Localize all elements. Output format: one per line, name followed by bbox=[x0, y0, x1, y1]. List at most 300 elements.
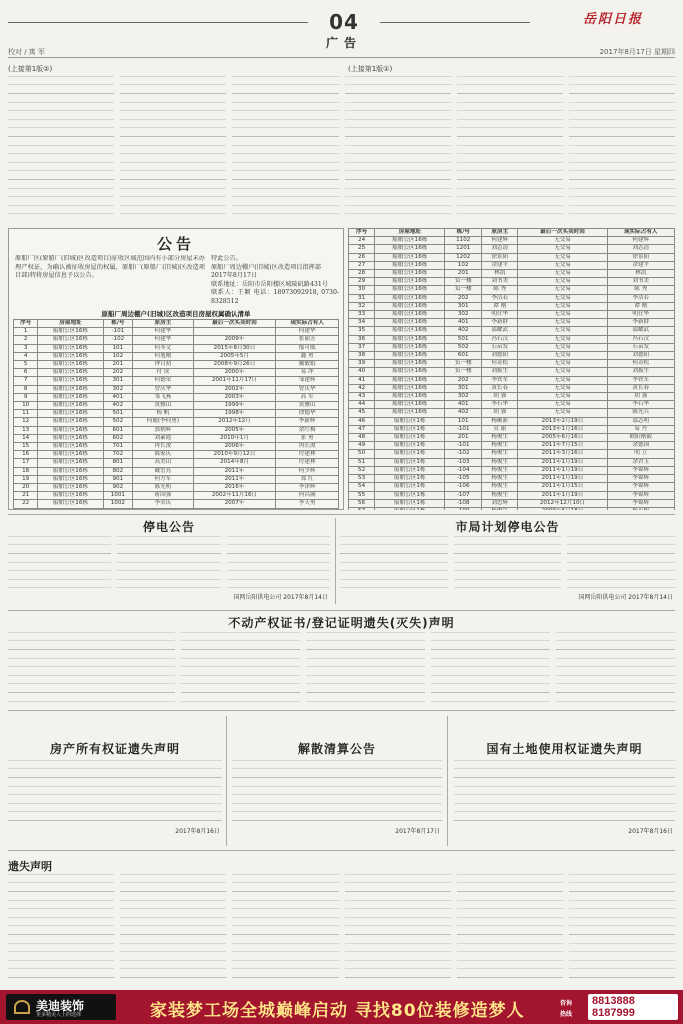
table-cell: 52 bbox=[349, 466, 375, 474]
table-cell: 7 bbox=[14, 377, 38, 385]
lost-list-column bbox=[120, 874, 226, 982]
table-header-cell: 房屋地址 bbox=[375, 229, 445, 237]
section-title: 广告 bbox=[325, 36, 362, 50]
table-cell: 1001 bbox=[103, 492, 133, 500]
table-cell: 吴 丽 bbox=[481, 425, 518, 433]
table-cell: 高美山 bbox=[133, 459, 194, 467]
table-cell: 何少辉 bbox=[276, 467, 339, 475]
table-cell: 付 成 bbox=[133, 369, 194, 377]
table-cell: 14 bbox=[14, 434, 38, 442]
divider bbox=[8, 610, 675, 611]
table-cell: 余德国 bbox=[607, 442, 675, 450]
table-cell: 37 bbox=[349, 343, 375, 351]
divider bbox=[8, 710, 675, 711]
table-cell bbox=[375, 507, 445, 510]
table-cell: 44 bbox=[349, 401, 375, 409]
table-cell: 402 bbox=[445, 327, 482, 335]
table-cell: 船舶公区16栋 bbox=[375, 261, 445, 269]
table-cell: 曾庆华 bbox=[276, 385, 339, 393]
table-cell bbox=[481, 507, 518, 510]
lost-list-column bbox=[8, 874, 114, 982]
table-cell: 陈家庆 bbox=[133, 451, 194, 459]
table-cell: 鑫 勇 bbox=[276, 352, 339, 360]
table-cell: 船舶公区16栋 bbox=[38, 352, 103, 360]
table-cell: 李铁军 bbox=[481, 376, 518, 384]
table-cell: 船舶公区16栋 bbox=[375, 319, 445, 327]
table-cell: 9 bbox=[14, 393, 38, 401]
table-row bbox=[349, 245, 675, 253]
table-cell: 邵耀武 bbox=[607, 327, 675, 335]
table-cell: 201 bbox=[445, 270, 482, 278]
table-cell: 602 bbox=[103, 434, 133, 442]
table-cell: 29 bbox=[349, 278, 375, 286]
table-row bbox=[349, 475, 675, 483]
table-row bbox=[349, 466, 675, 474]
table-cell: 2012年12月 bbox=[193, 418, 276, 426]
table-cell: 402 bbox=[103, 402, 133, 410]
table-cell: 无交易 bbox=[518, 302, 607, 310]
table-cell: 何建华 bbox=[276, 328, 339, 336]
brand-name: 美迪装饰 bbox=[36, 999, 85, 1013]
table-cell: 黄雅山 bbox=[133, 402, 194, 410]
table-cell: 41 bbox=[349, 376, 375, 384]
table-cell: 30 bbox=[349, 286, 375, 294]
story-column bbox=[345, 76, 451, 222]
table-cell: 无交易 bbox=[518, 393, 607, 401]
table-cell: 无交易 bbox=[518, 270, 607, 278]
table-cell: 201 bbox=[103, 361, 133, 369]
table-cell bbox=[193, 508, 276, 510]
table-cell: 2011年 bbox=[193, 475, 276, 483]
table-cell: 船舶公区16栋 bbox=[375, 278, 445, 286]
table-cell: 701 bbox=[103, 443, 133, 451]
table-cell: 2011年1月19日 bbox=[518, 475, 607, 483]
table-cell: 邵志明 bbox=[607, 417, 675, 425]
table-cell: 李石华 bbox=[607, 401, 675, 409]
table-cell: 16 bbox=[14, 451, 38, 459]
table-cell: 杨俊生 bbox=[481, 491, 518, 499]
table-cell: 1002 bbox=[103, 500, 133, 508]
table-cell: 负一楼 bbox=[445, 360, 482, 368]
table-cell: 55 bbox=[349, 491, 375, 499]
table-cell: 1998年 bbox=[193, 410, 276, 418]
table-cell: 2008年9月26日 bbox=[193, 361, 276, 369]
table-cell: 船舶公区16栋 bbox=[38, 336, 103, 344]
table-row bbox=[14, 500, 339, 508]
table-cell: 船舶公区1栋 bbox=[375, 425, 445, 433]
table-cell: 欧阳刚毅 bbox=[607, 434, 675, 442]
table-cell: 39 bbox=[349, 360, 375, 368]
table-cell: 2005年5月 bbox=[193, 352, 276, 360]
house-icon bbox=[14, 1000, 30, 1014]
table-cell: 林凯 bbox=[481, 270, 518, 278]
table-cell: 刘忠辉 bbox=[481, 499, 518, 507]
lost-certificate-notice bbox=[8, 614, 675, 706]
table-cell: 李新辉 bbox=[276, 418, 339, 426]
table-cell: 无交易 bbox=[518, 352, 607, 360]
table-cell: -101 bbox=[445, 442, 482, 450]
table-cell: 1 bbox=[14, 328, 38, 336]
table-cell: 冉长浚 bbox=[133, 443, 194, 451]
table-cell: 刘书美 bbox=[607, 278, 675, 286]
table-cell: 陈 秀 bbox=[607, 286, 675, 294]
table-cell: 31 bbox=[349, 294, 375, 302]
table-cell: 负一楼 bbox=[445, 278, 482, 286]
table-row bbox=[349, 343, 675, 351]
table-cell: 2013年2月19日 bbox=[518, 417, 607, 425]
masthead-rule-left bbox=[8, 22, 308, 23]
table-cell: 无交易 bbox=[518, 245, 607, 253]
table-cell: 杨俊生 bbox=[481, 475, 518, 483]
table-cell: 戴宏亮 bbox=[133, 467, 194, 475]
notice-text-column bbox=[567, 536, 675, 592]
table-cell: 何奇松 bbox=[481, 360, 518, 368]
declaration-column bbox=[8, 632, 175, 702]
table-row bbox=[349, 368, 675, 376]
table-cell: 702 bbox=[103, 451, 133, 459]
table-row bbox=[14, 426, 339, 434]
table-cell: -107 bbox=[445, 491, 482, 499]
table-cell: 302 bbox=[445, 393, 482, 401]
table-cell: 杨俊生 bbox=[481, 450, 518, 458]
table-cell: 2002年11月16日 bbox=[193, 492, 276, 500]
table-cell: 202 bbox=[445, 294, 482, 302]
table-cell: 船舶公区16栋 bbox=[38, 426, 103, 434]
lost-cert-title: 不动产权证书/登记证明遗失(灭失)声明 bbox=[228, 616, 455, 630]
table-cell: 船舶公区16栋 bbox=[38, 484, 103, 492]
table-cell: 无交易 bbox=[518, 360, 607, 368]
table-header-cell: 原房主 bbox=[481, 229, 518, 237]
table-cell: 船舶公区16栋 bbox=[375, 343, 445, 351]
table-header-cell: 原房主 bbox=[133, 320, 194, 328]
banner-advertisement[interactable] bbox=[0, 990, 683, 1024]
table-cell: 无交易 bbox=[518, 261, 607, 269]
table-cell: 船舶公区1栋 bbox=[375, 417, 445, 425]
announcement-date: 2017年8月17日 bbox=[211, 272, 258, 280]
table-cell: 28 bbox=[349, 270, 375, 278]
lost-list-title: 遗失声明 bbox=[8, 860, 52, 873]
table-row bbox=[349, 442, 675, 450]
table-cell: 杨 帆 bbox=[133, 410, 194, 418]
table-cell: 胡 强 bbox=[607, 393, 675, 401]
hotline-label: 热线 bbox=[560, 1011, 573, 1018]
table-cell: 302 bbox=[103, 385, 133, 393]
table-cell: 34 bbox=[349, 319, 375, 327]
story-column bbox=[120, 76, 226, 222]
table-cell: 林凯 bbox=[607, 270, 675, 278]
table-cell: 102 bbox=[445, 261, 482, 269]
table-cell: 无交易 bbox=[518, 401, 607, 409]
table-row bbox=[349, 360, 675, 368]
table-cell: 杨俊生 bbox=[481, 458, 518, 466]
table-cell: 42 bbox=[349, 384, 375, 392]
divider bbox=[8, 850, 675, 851]
table-cell bbox=[445, 507, 482, 510]
table-cell: 船舶公区16栋 bbox=[38, 418, 103, 426]
table-cell: 27 bbox=[349, 261, 375, 269]
table-cell: 2012年12月10日 bbox=[518, 499, 607, 507]
notice-text-column bbox=[340, 536, 448, 592]
announcement-org: 原船厂周边棚户(旧城)区改造项目指挥部 bbox=[211, 263, 322, 271]
table-cell: 2011年7月15日 bbox=[518, 442, 607, 450]
table-cell: 301 bbox=[445, 384, 482, 392]
city-outage-date: 2017年8月14日 bbox=[628, 594, 673, 601]
table-cell: 10 bbox=[14, 402, 38, 410]
table-cell: 何奇松 bbox=[607, 360, 675, 368]
table-cell: 2000年 bbox=[193, 369, 276, 377]
table-row bbox=[349, 278, 675, 286]
table-cell: 15 bbox=[14, 443, 38, 451]
table-cell: 李锦辉 bbox=[607, 475, 675, 483]
table-cell: 何昌满 bbox=[276, 492, 339, 500]
table-cell: 船舶公区16栋 bbox=[38, 377, 103, 385]
table-header-cell: 现实际占有人 bbox=[607, 229, 675, 237]
divider bbox=[226, 716, 227, 846]
table-cell: 50 bbox=[349, 450, 375, 458]
table-cell: 201 bbox=[445, 434, 482, 442]
lost-house-title: 房产所有权证遗失声明 bbox=[49, 742, 180, 756]
top-story bbox=[8, 64, 675, 224]
table-cell: 2011年1月19日 bbox=[518, 491, 607, 499]
announcement-left bbox=[8, 228, 344, 510]
announcement-intro: 原船厂区(原船厂(旧城)区改造项目)征收区域范围内有小部分房屋未办理产权证，为确认被征收房屋的权属，原船厂(原船厂(旧城)区改造项目部)特将房屋信息予以公告。 bbox=[15, 255, 205, 280]
table-row bbox=[14, 336, 339, 344]
table-cell: 4 bbox=[14, 352, 38, 360]
table-cell: 902 bbox=[103, 484, 133, 492]
table-cell bbox=[193, 328, 276, 336]
table-row bbox=[14, 344, 339, 352]
table-cell: 徐德华 bbox=[276, 410, 339, 418]
table-row bbox=[14, 484, 339, 492]
table-cell: 2006年 bbox=[193, 443, 276, 451]
table-cell: 何方军 bbox=[133, 475, 194, 483]
table-cell: 2 bbox=[14, 336, 38, 344]
masthead-divider bbox=[8, 57, 675, 58]
table-cell: 付建林 bbox=[276, 459, 339, 467]
table-cell: 余红梅 bbox=[276, 426, 339, 434]
table-cell: 李洁若 bbox=[481, 294, 518, 302]
table-cell: 无交易 bbox=[518, 311, 607, 319]
table-cell: 船舶公区1栋 bbox=[375, 442, 445, 450]
table-cell: 易 冲 bbox=[276, 369, 339, 377]
table-cell: -102 bbox=[103, 336, 133, 344]
table-cell: 船舶公区16栋 bbox=[38, 402, 103, 410]
table-row bbox=[349, 450, 675, 458]
table-cell: 40 bbox=[349, 368, 375, 376]
table-row bbox=[349, 393, 675, 401]
table-cell: 船舶公区16栋 bbox=[375, 376, 445, 384]
table-cell: 船舶公区16栋 bbox=[38, 459, 103, 467]
table-cell: 付建林 bbox=[276, 451, 339, 459]
table-cell: 1202 bbox=[445, 253, 482, 261]
table-cell: 47 bbox=[349, 425, 375, 433]
lost-house-notice bbox=[8, 740, 222, 840]
property-table-left bbox=[13, 319, 339, 510]
table-cell: 何建华 bbox=[133, 336, 194, 344]
table-cell: 2011年 bbox=[193, 467, 276, 475]
property-table-right bbox=[348, 228, 675, 510]
table-cell: 无交易 bbox=[518, 343, 607, 351]
notice-text-column bbox=[227, 536, 330, 592]
table-cell: 郑 红 bbox=[276, 475, 339, 483]
table-cell: -101 bbox=[445, 425, 482, 433]
table-cell: 船舶公区16栋 bbox=[38, 467, 103, 475]
table-cell: 12 bbox=[14, 418, 38, 426]
table-cell: 船舶公区1栋 bbox=[375, 458, 445, 466]
announcement-right bbox=[348, 228, 675, 510]
table-cell: 负一楼 bbox=[445, 286, 482, 294]
lost-house-date: 2017年8月16日 bbox=[175, 828, 220, 835]
table-cell: 船舶公区16栋 bbox=[38, 393, 103, 401]
table-cell bbox=[133, 508, 194, 510]
notice-text-column bbox=[117, 536, 220, 592]
table-cell: 郭炳辉 bbox=[133, 426, 194, 434]
table-cell bbox=[276, 508, 339, 510]
table-cell: 冉长浚 bbox=[276, 443, 339, 451]
table-row bbox=[14, 328, 339, 336]
table-row bbox=[349, 491, 675, 499]
table-cell: 冯石汉 bbox=[481, 335, 518, 343]
table-cell: 李锦辉 bbox=[607, 466, 675, 474]
table-cell: 101 bbox=[103, 344, 133, 352]
table-cell: 38 bbox=[349, 352, 375, 360]
lost-items-list bbox=[8, 854, 675, 986]
table-cell: 船舶公区1栋 bbox=[375, 491, 445, 499]
table-cell: 无交易 bbox=[518, 368, 607, 376]
table-cell: 胡 强 bbox=[481, 409, 518, 417]
table-cell: 45 bbox=[349, 409, 375, 417]
table-cell: 船舶公区16栋 bbox=[375, 302, 445, 310]
table-cell: 船舶公区16栋 bbox=[38, 451, 103, 459]
table-cell: 35 bbox=[349, 327, 375, 335]
table-cell: 何旭刚 bbox=[133, 352, 194, 360]
table-cell: 郁可威 bbox=[276, 344, 339, 352]
table-cell: 53 bbox=[349, 475, 375, 483]
table-cell: 徐景阳 bbox=[607, 253, 675, 261]
table-cell: 无交易 bbox=[518, 294, 607, 302]
table-cell: 2010年9月12日 bbox=[193, 451, 276, 459]
table-cell: 杨俊生 bbox=[481, 434, 518, 442]
table-cell: 19 bbox=[14, 475, 38, 483]
city-outage-title: 市局计划停电公告 bbox=[455, 520, 560, 534]
table-cell: 船舶公区16栋 bbox=[375, 368, 445, 376]
story-column bbox=[232, 76, 338, 222]
table-cell: 无交易 bbox=[518, 335, 607, 343]
table-cell: 刘书美 bbox=[481, 278, 518, 286]
table-cell: 5 bbox=[14, 361, 38, 369]
table-cell: 401 bbox=[445, 401, 482, 409]
page-number: 04 bbox=[329, 10, 359, 34]
table-cell: 船舶公区16栋 bbox=[375, 294, 445, 302]
table-cell: 曾庆华 bbox=[133, 385, 194, 393]
table-cell: 船舶公区16栋 bbox=[375, 270, 445, 278]
notice-text-column bbox=[454, 536, 562, 592]
phone-box bbox=[588, 994, 678, 1020]
declaration-column bbox=[431, 632, 550, 702]
table-cell: 56 bbox=[349, 499, 375, 507]
announcement-contact: 联系人：王颖 电话：18973092918, 0730-8328512 bbox=[211, 289, 339, 305]
table-cell: 邹飞燕 bbox=[133, 393, 194, 401]
table-cell: 401 bbox=[445, 319, 482, 327]
table-row bbox=[349, 483, 675, 491]
table-cell: 陈光兵 bbox=[607, 409, 675, 417]
table-cell: 何建辉 bbox=[481, 237, 518, 245]
table-header-cell: 最后一次买卖时间 bbox=[193, 320, 276, 328]
table-row bbox=[349, 401, 675, 409]
table-cell: 何建辉 bbox=[607, 237, 675, 245]
table-cell: 2011年3月16日 bbox=[518, 450, 607, 458]
table-cell: 26 bbox=[349, 253, 375, 261]
table-cell: 杨俊生 bbox=[481, 442, 518, 450]
table-cell: 船舶公区16栋 bbox=[38, 385, 103, 393]
table-row bbox=[14, 352, 339, 360]
table-row bbox=[14, 393, 339, 401]
table-cell bbox=[349, 507, 375, 510]
table-cell: -102 bbox=[445, 450, 482, 458]
city-outage-notice bbox=[340, 518, 675, 606]
table-cell: 负一楼 bbox=[445, 368, 482, 376]
table-cell: 49 bbox=[349, 442, 375, 450]
table-cell: 船舶公区16栋 bbox=[375, 253, 445, 261]
table-cell: 邹建辉 bbox=[276, 377, 339, 385]
notice-text-column bbox=[8, 536, 111, 592]
table-row bbox=[14, 467, 339, 475]
table-cell: 冯石汉 bbox=[607, 335, 675, 343]
continuation-tag-2: (上接第1版①) bbox=[348, 65, 393, 73]
table-cell: 船舶公区16栋 bbox=[375, 335, 445, 343]
table-cell: 601 bbox=[103, 426, 133, 434]
table-row bbox=[14, 361, 339, 369]
power-outage-signature: 国网岳阳供电公司 bbox=[233, 594, 282, 601]
masthead bbox=[0, 0, 683, 60]
table-cell: 2003年 bbox=[193, 393, 276, 401]
editor-credit: 校对 / 寓 军 bbox=[8, 48, 46, 56]
table-cell: 无交易 bbox=[518, 253, 607, 261]
table-cell: 船舶公区1栋 bbox=[375, 475, 445, 483]
table-cell: 2014年8月 bbox=[193, 459, 276, 467]
table-row bbox=[349, 294, 675, 302]
declaration-column bbox=[556, 632, 675, 702]
table-cell: 2011年1月19日 bbox=[518, 458, 607, 466]
table-cell: 48 bbox=[349, 434, 375, 442]
table-cell: 无交易 bbox=[518, 384, 607, 392]
table-header-cell: 栋/号 bbox=[103, 320, 133, 328]
declaration-column bbox=[306, 632, 425, 702]
table-cell: 明仕华 bbox=[607, 311, 675, 319]
table-cell: 43 bbox=[349, 393, 375, 401]
lost-list-column bbox=[457, 874, 563, 982]
table-cell: 易 丹 bbox=[607, 425, 675, 433]
table-cell: 黄长春 bbox=[481, 384, 518, 392]
table-cell: 2011年1月15日 bbox=[518, 483, 607, 491]
table-cell: 胡 强 bbox=[481, 393, 518, 401]
table-cell: 李锦辉 bbox=[607, 483, 675, 491]
table-cell: 54 bbox=[349, 483, 375, 491]
table-row bbox=[349, 507, 675, 510]
table-cell: 18 bbox=[14, 467, 38, 475]
table-cell: 船舶公区16栋 bbox=[375, 352, 445, 360]
table-cell: 邵耀武 bbox=[481, 327, 518, 335]
table-cell: -104 bbox=[445, 466, 482, 474]
table-cell: 刘德阳 bbox=[481, 352, 518, 360]
land-use-date: 2017年8月16日 bbox=[628, 828, 673, 835]
table-cell: 202 bbox=[103, 369, 133, 377]
table-cell: 明 立 bbox=[607, 450, 675, 458]
liquidation-date: 2017年8月17日 bbox=[395, 828, 440, 835]
table-cell: 陈光明 bbox=[133, 484, 194, 492]
table-cell: 无交易 bbox=[518, 286, 607, 294]
table-cell: 钟日初 bbox=[133, 361, 194, 369]
